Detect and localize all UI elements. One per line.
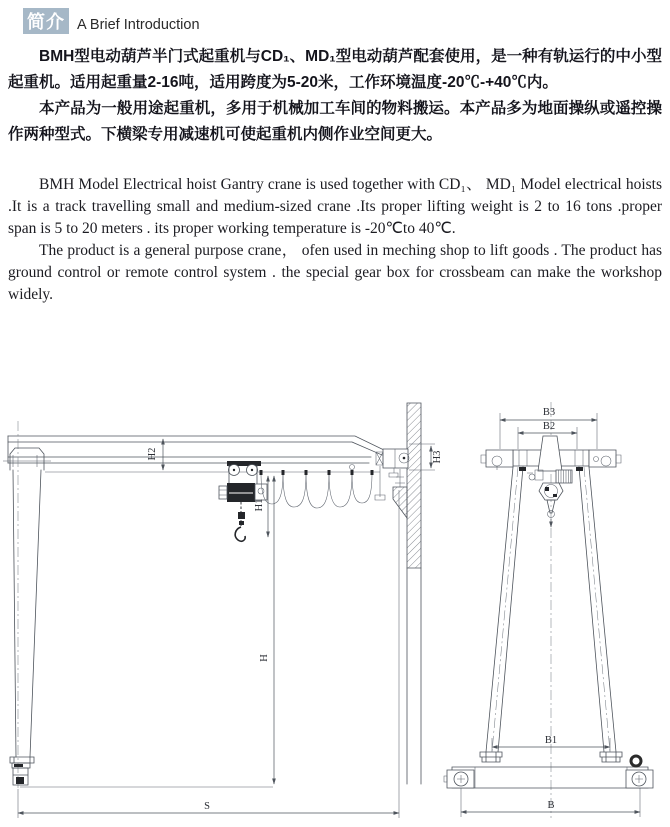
dim-label-b: B <box>547 800 555 811</box>
dim-s <box>18 490 399 818</box>
section-badge-zh: 简介 <box>23 8 69 34</box>
leg-travel-wheel <box>12 763 273 787</box>
hoist-end-view <box>527 470 572 527</box>
festoon-cables <box>260 465 386 509</box>
technical-drawings <box>0 388 670 827</box>
end-view-drawing <box>444 402 653 818</box>
section-title-en: A Brief Introduction <box>77 17 200 33</box>
dim-label-b3: B3 <box>542 407 556 418</box>
side-view-drawing <box>3 403 443 818</box>
dim-label-b2: B2 <box>542 421 556 432</box>
chinese-intro <box>8 44 662 148</box>
dim-h <box>259 476 274 784</box>
dim-label-h2: H2 <box>147 447 158 461</box>
dim-h2 <box>147 439 163 470</box>
bottom-crossbeam <box>444 756 653 788</box>
girder-section <box>538 436 562 471</box>
wall-bracket <box>393 487 407 518</box>
dim-label-h1: H1 <box>254 498 265 512</box>
end-carriage <box>376 449 409 477</box>
intro-paragraph-en-2: The product is a general purpose crane， ofen used in meching shop to lift goods . The product has ground control or remote control system . the special gear box for crossbeam can make the workshop widely. <box>8 242 662 303</box>
hook <box>235 502 245 541</box>
dim-label-h3: H3 <box>432 450 443 464</box>
english-intro <box>8 174 662 306</box>
hoist-trolley <box>219 461 267 502</box>
section-header <box>23 8 200 34</box>
dim-label-s: S <box>204 801 210 812</box>
dim-label-h: H <box>259 654 270 662</box>
dim-label-b1: B1 <box>544 735 558 746</box>
intro-paragraph-en-1: BMH Model Electrical hoist Gantry crane is used together with CD₁、 MD₁ Model electrical hoists .It is a track travelling small and medium-sized crane .Its proper lifting weight is 2 to 16 tons .proper span is 5 to 20 meters . its proper working temperature is -20℃to 40℃. <box>8 176 662 237</box>
travel-drive-motor <box>631 756 641 766</box>
dim-b <box>461 788 640 817</box>
girder <box>8 436 386 472</box>
intro-paragraph-zh-1: BMH型电动葫芦半门式起重机与CD₁、MD₁型电动葫芦配套使用，是一种有轨运行的中小型起重机。适用起重量2-16吨，适用跨度为5-20米，工作环境温度-20℃-+40℃内。 <box>8 48 662 91</box>
intro-paragraph-zh-2: 本产品为一般用途起重机，多用于机械加工车间的物料搬运。本产品多为地面操纵或遥控操作两种型式。下横梁专用减速机可使起重机内侧作业空间更大。 <box>8 100 662 143</box>
left-leg <box>3 421 51 788</box>
